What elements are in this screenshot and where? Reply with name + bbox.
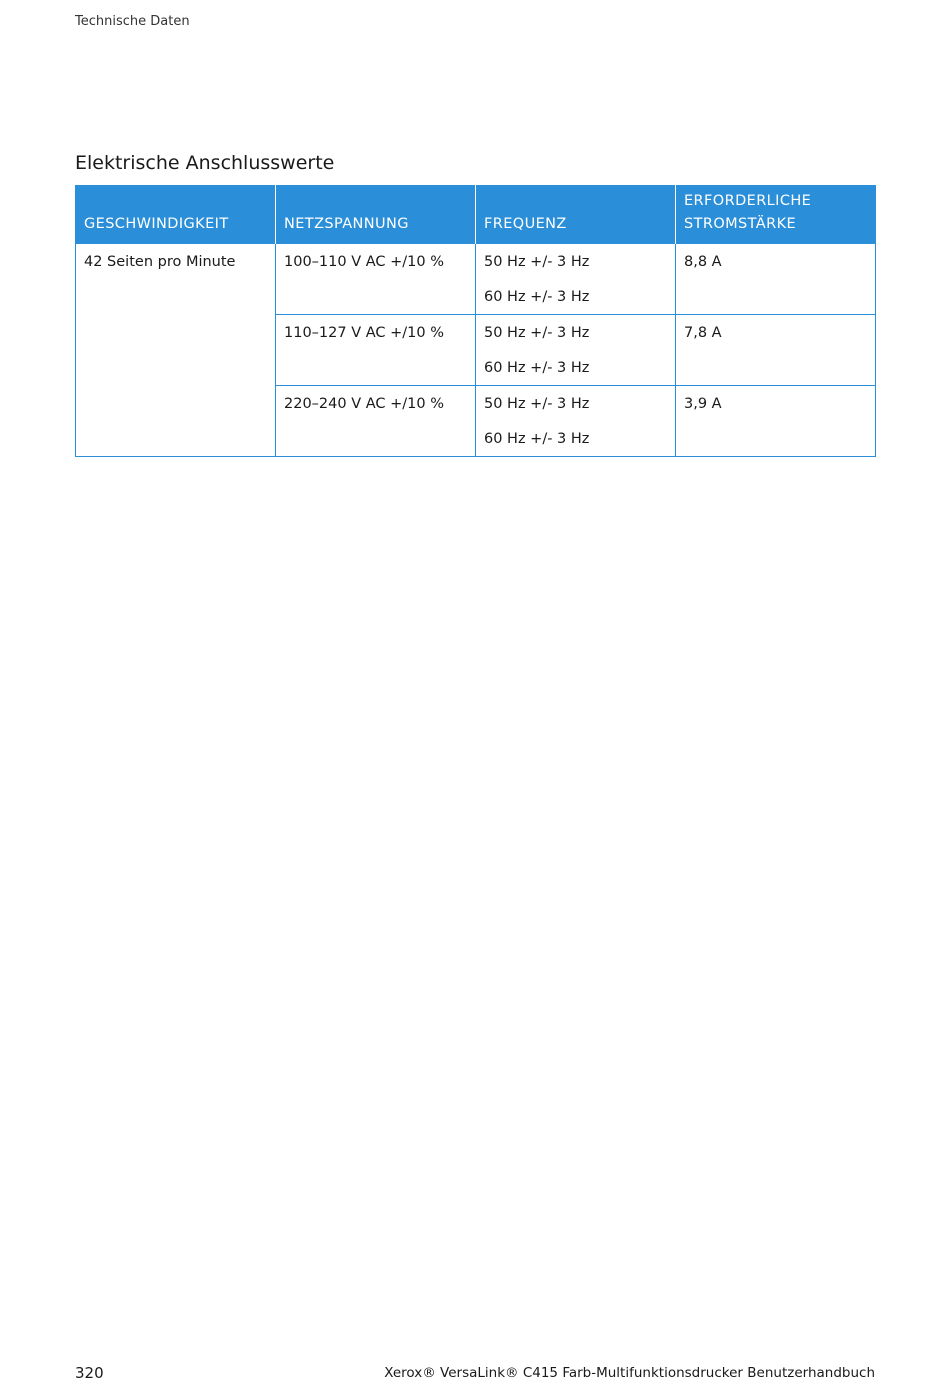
current-cell: 8,8 A [676, 244, 876, 315]
current-cell: 7,8 A [676, 315, 876, 386]
frequency-cell [476, 315, 676, 386]
frequency-value: 50 Hz +/- 3 Hz [484, 254, 590, 270]
frequency-value: 60 Hz +/- 3 Hz [484, 289, 590, 305]
electrical-specs-table [75, 185, 876, 457]
voltage-cell: 100–110 V AC +/10 % [276, 244, 476, 315]
frequency-value: 50 Hz +/- 3 Hz [484, 325, 590, 341]
running-header: Technische Daten [75, 14, 190, 29]
table-row [76, 244, 876, 315]
voltage-cell: 220–240 V AC +/10 % [276, 386, 476, 457]
current-cell: 3,9 A [676, 386, 876, 457]
frequency-value: 60 Hz +/- 3 Hz [484, 431, 590, 447]
speed-cell: 42 Seiten pro Minute [76, 244, 276, 457]
frequency-cell [476, 386, 676, 457]
section-title: Elektrische Anschlusswerte [75, 152, 335, 174]
voltage-cell: 110–127 V AC +/10 % [276, 315, 476, 386]
header-voltage: NETZSPANNUNG [276, 185, 476, 244]
frequency-value: 50 Hz +/- 3 Hz [484, 396, 590, 412]
frequency-cell [476, 244, 676, 315]
frequency-value: 60 Hz +/- 3 Hz [484, 360, 590, 376]
header-frequency: FREQUENZ [476, 185, 676, 244]
header-speed: GESCHWINDIGKEIT [76, 185, 276, 244]
footer-document-title: Xerox® VersaLink® C415 Farb-Multifunktionsdrucker Benutzerhandbuch [384, 1365, 875, 1381]
page-number: 320 [75, 1364, 104, 1382]
header-current: ERFORDERLICHE STROMSTÄRKE [676, 185, 876, 244]
table-header-row [76, 185, 876, 244]
